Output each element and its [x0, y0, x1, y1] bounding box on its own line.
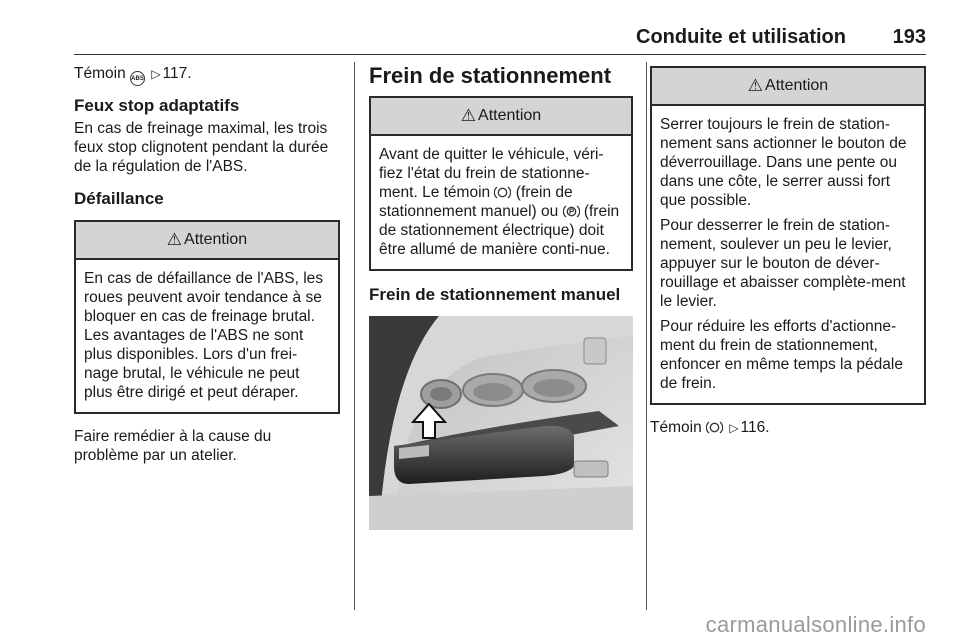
warning-text: Pour réduire les efforts d'actionne-ment du frein de stationnement, enfoncer en même temps la pédale de frein. [660, 318, 903, 392]
page-reference-arrow-icon: ▷ [729, 421, 739, 435]
watermark: carmanualsonline.info [705, 612, 926, 637]
column-divider [646, 62, 647, 610]
page-reference-arrow-icon: ▷ [151, 67, 161, 81]
column-left [74, 62, 340, 465]
warning-header: ⚠ Attention [371, 98, 631, 136]
page-number: 193 [892, 26, 926, 48]
handbrake-illustration [369, 316, 633, 530]
section-heading: Feux stop adaptatifs [74, 96, 240, 115]
warning-triangle-icon: ⚠ [166, 230, 183, 249]
page-title: Frein de stationnement [369, 63, 612, 88]
column-divider [354, 62, 355, 610]
warning-header: ⚠ Attention [76, 222, 338, 260]
warning-box [74, 220, 340, 414]
parking-brake-icon [706, 420, 723, 435]
parking-brake-reference: Témoin ▷ 116. [650, 419, 770, 436]
warning-text: Avant de quitter le véhicule, véri-fiez l'état du frein de stationne-ment. Le témoin (frein de stationnement manuel) ou (frein de stationnement électrique) doit être allumé de manière conti-nue. [379, 146, 620, 258]
paragraph: Faire remédier à la cause du problème par un atelier. [74, 428, 272, 464]
warning-text: Pour desserrer le frein de station-nement, soulever un peu le levier, appuyer sur le bouton de déver-rouillage et abaisser complète-ment le levier. [660, 217, 906, 310]
warning-triangle-icon: ⚠ [460, 106, 477, 125]
column-right [650, 62, 926, 438]
chapter-title: Conduite et utilisation [636, 26, 846, 48]
handbrake-photo [369, 316, 633, 530]
page-header [74, 26, 926, 54]
electric-parking-brake-icon [563, 204, 580, 219]
paragraph: En cas de freinage maximal, les trois feux stop clignotent pendant la durée de la régulation de l'ABS. [74, 120, 329, 175]
section-heading: Défaillance [74, 189, 164, 208]
column-middle [369, 62, 633, 306]
section-heading: Frein de stationnement manuel [369, 285, 621, 304]
warning-box [369, 96, 633, 271]
parking-brake-icon [494, 185, 511, 200]
warning-box [650, 66, 926, 405]
warning-triangle-icon: ⚠ [747, 76, 764, 95]
abs-reference: Témoin ABS ▷ 117. [74, 64, 340, 86]
abs-warning-icon: ABS [130, 71, 145, 86]
warning-text: En cas de défaillance de l'ABS, les roues peuvent avoir tendance à se bloquer en cas de freinage brutal. Les avantages de l'ABS ne sont plus disponibles. Lors d'un frei-nage brutal, le véhicule ne peut plus être dirigé et peut déraper. [84, 270, 324, 401]
header-rule [74, 54, 926, 55]
warning-header: ⚠ Attention [652, 68, 924, 106]
warning-text: Serrer toujours le frein de station-nement sans actionner le bouton de déverrouillage. Dans une pente ou dans une côte, le serrer aussi fort que possible. [660, 116, 907, 209]
